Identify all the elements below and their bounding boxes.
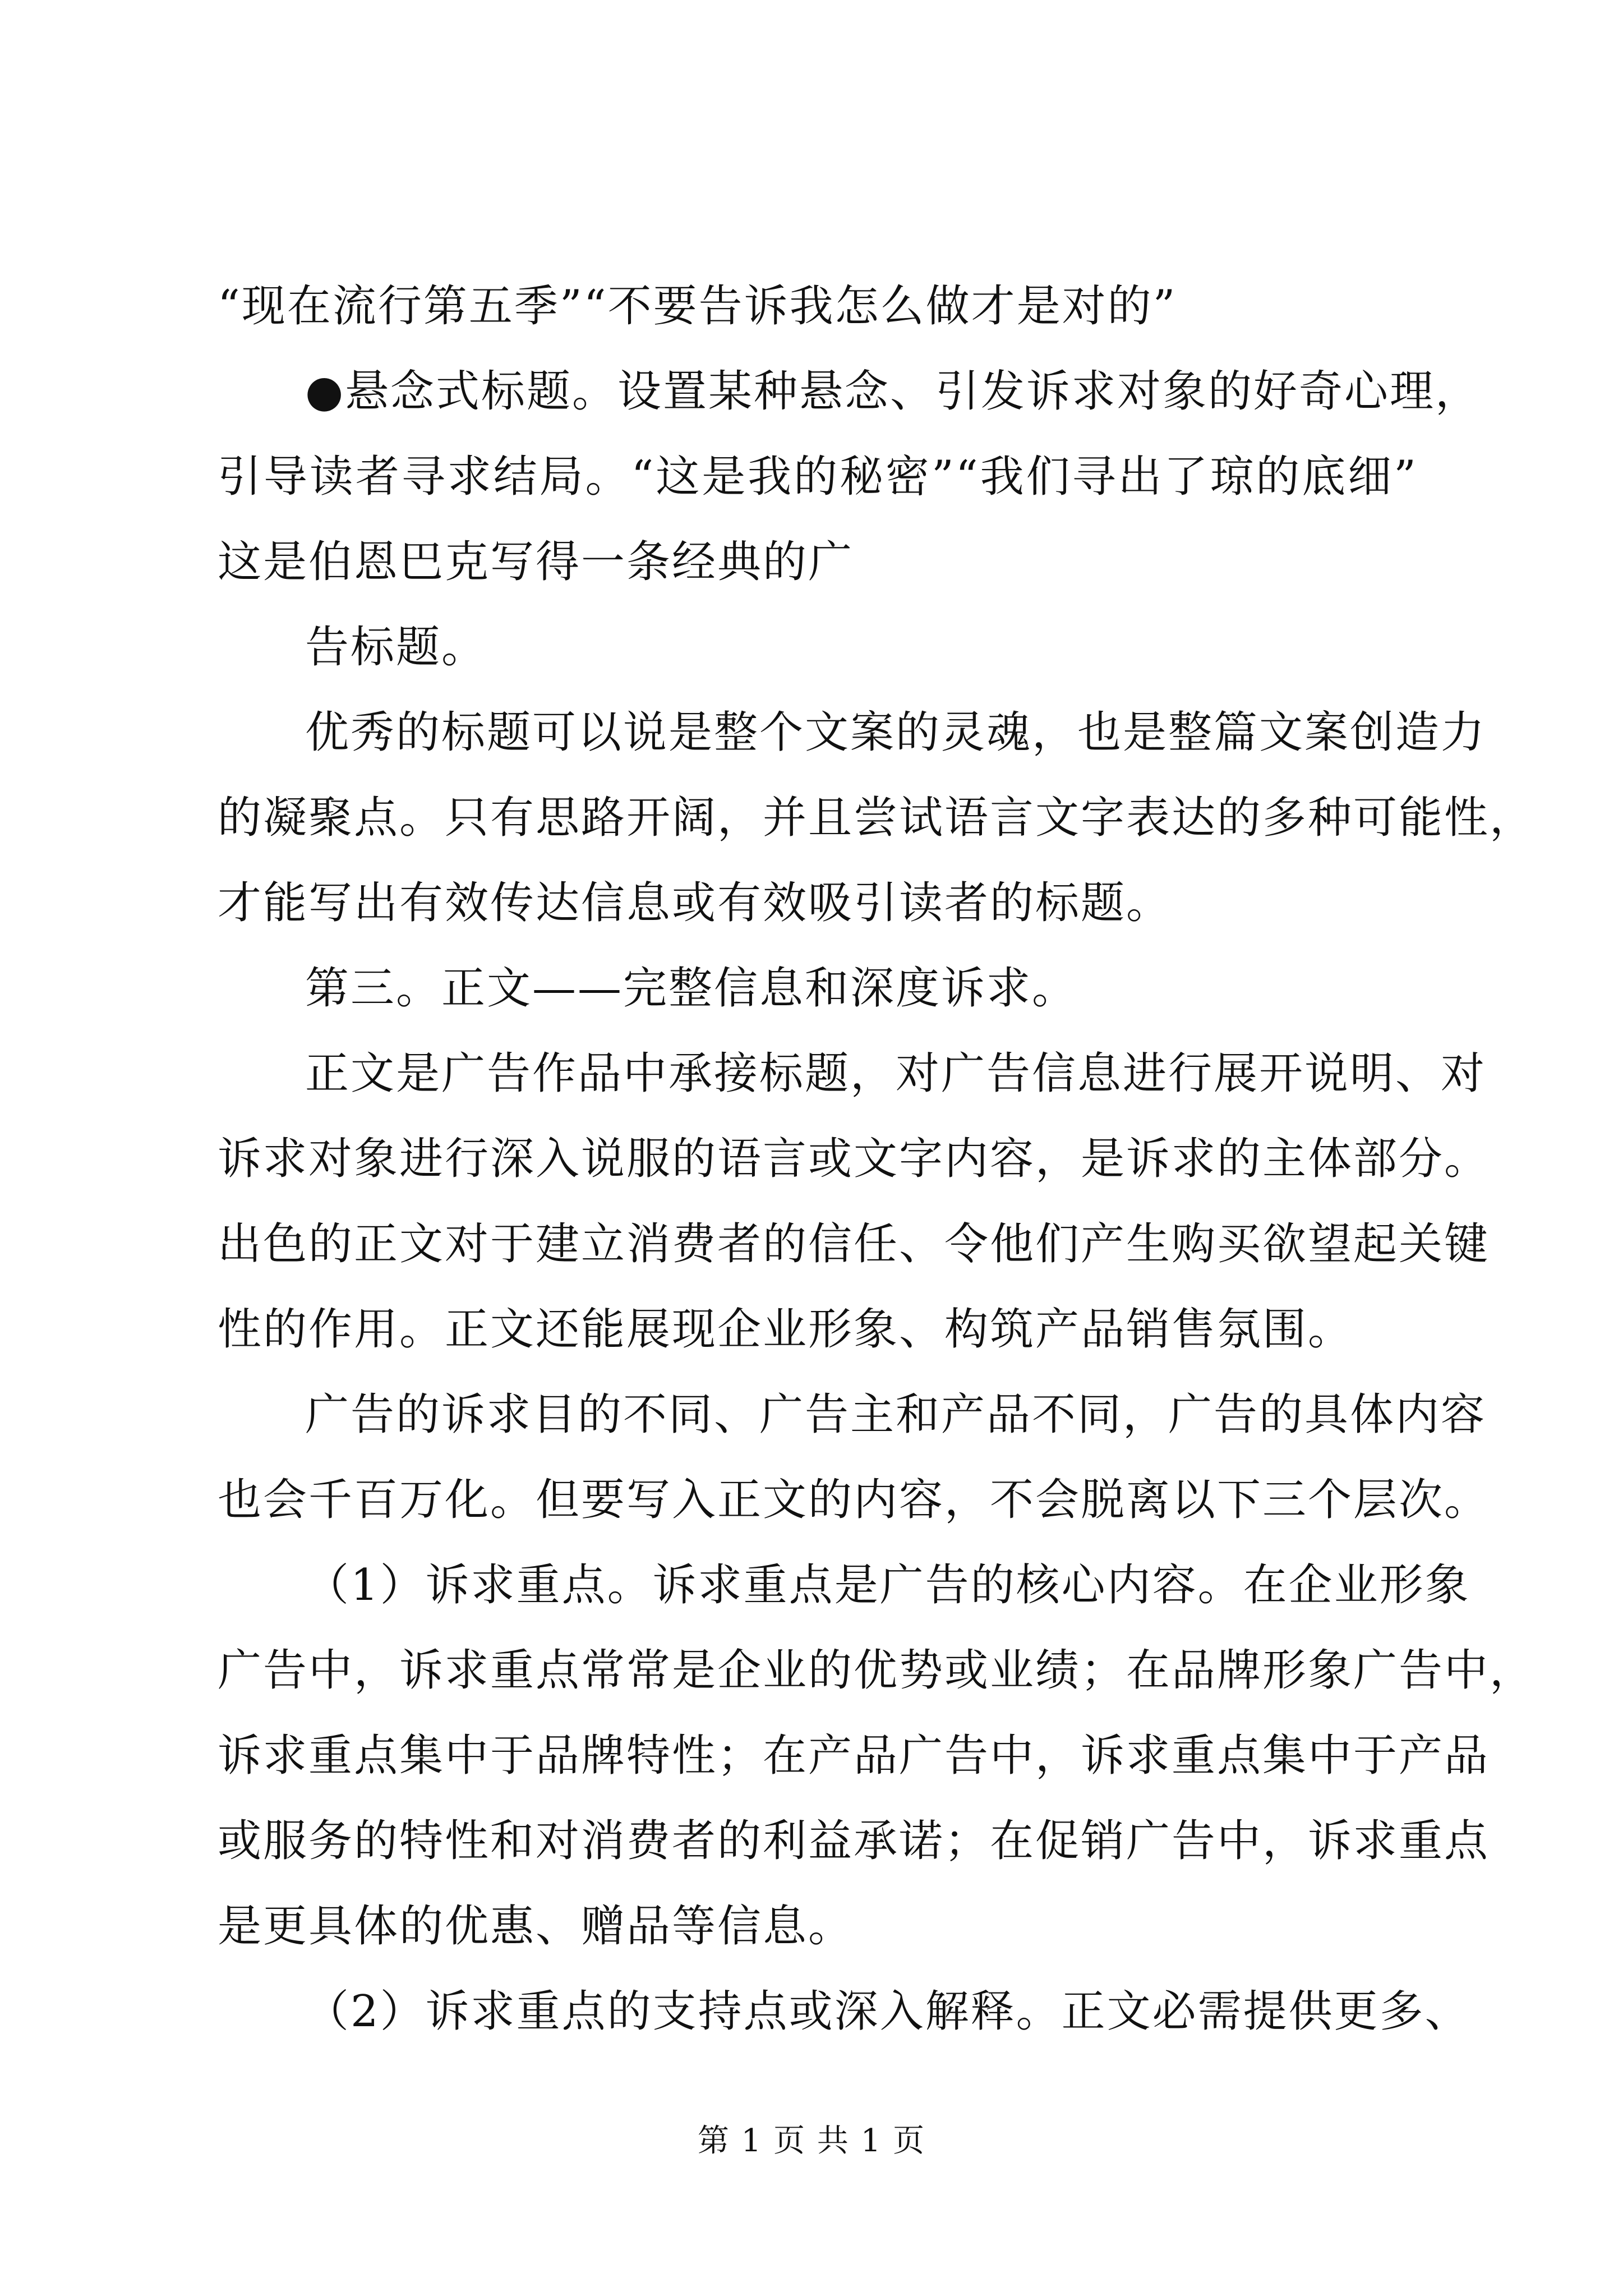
text-line: （1）诉求重点。诉求重点是广告的核心内容。在企业形象	[305, 1560, 1470, 1611]
text-line: 广告中，诉求重点常常是企业的优势或业绩；在品牌形象广告中，	[218, 1645, 1536, 1696]
text-line: 或服务的特性和对消费者的利益承诺；在促销广告中，诉求重点	[218, 1816, 1490, 1866]
document-body	[218, 264, 1536, 2054]
text-line: “现在流行第五季”“不要告诉我怎么做才是对的”	[218, 281, 1177, 332]
text-line: 才能写出有效传达信息或有效吸引读者的标题。	[218, 878, 1172, 928]
text-line: 诉求对象进行深入说服的语言或文字内容，是诉求的主体部分。	[218, 1134, 1490, 1184]
section-heading: 第三。正文——完整信息和深度诉求。	[305, 963, 1078, 1014]
text-line: 诉求重点集中于品牌特性；在产品广告中，诉求重点集中于产品	[218, 1731, 1490, 1781]
text-line: 性的作用。正文还能展现企业形象、构筑产品销售氛围。	[218, 1304, 1354, 1355]
text-line: 广告的诉求目的不同、广告主和产品不同，广告的具体内容	[305, 1389, 1487, 1440]
page-footer: 第 1 页 共 1 页	[697, 2123, 926, 2159]
text-line: 正文是广告作品中承接标题，对广告信息进行展开说明、对	[305, 1048, 1487, 1099]
text-line: 也会千百万化。但要写入正文的内容，不会脱离以下三个层次。	[218, 1475, 1490, 1525]
text-line: ●悬念式标题。设置某种悬念、引发诉求对象的好奇心理，	[305, 366, 1481, 417]
text-line: 的凝聚点。只有思路开阔，并且尝试语言文字表达的多种可能性，	[218, 793, 1536, 843]
text-line: （2）诉求重点的支持点或深入解释。正文必需提供更多、	[305, 1986, 1470, 2037]
text-line: 引导读者寻求结局。“这是我的秘密”“我们寻出了琼的底细”	[218, 452, 1418, 502]
text-line: 出色的正文对于建立消费者的信任、令他们产生购买欲望起关键	[218, 1219, 1490, 1269]
text-line: 这是伯恩巴克写得一条经典的广	[218, 537, 854, 587]
text-line: 优秀的标题可以说是整个文案的灵魂，也是整篇文案创造力	[305, 707, 1487, 758]
text-line: 是更具体的优惠、赠品等信息。	[218, 1901, 854, 1952]
text-line: 告标题。	[305, 622, 487, 673]
